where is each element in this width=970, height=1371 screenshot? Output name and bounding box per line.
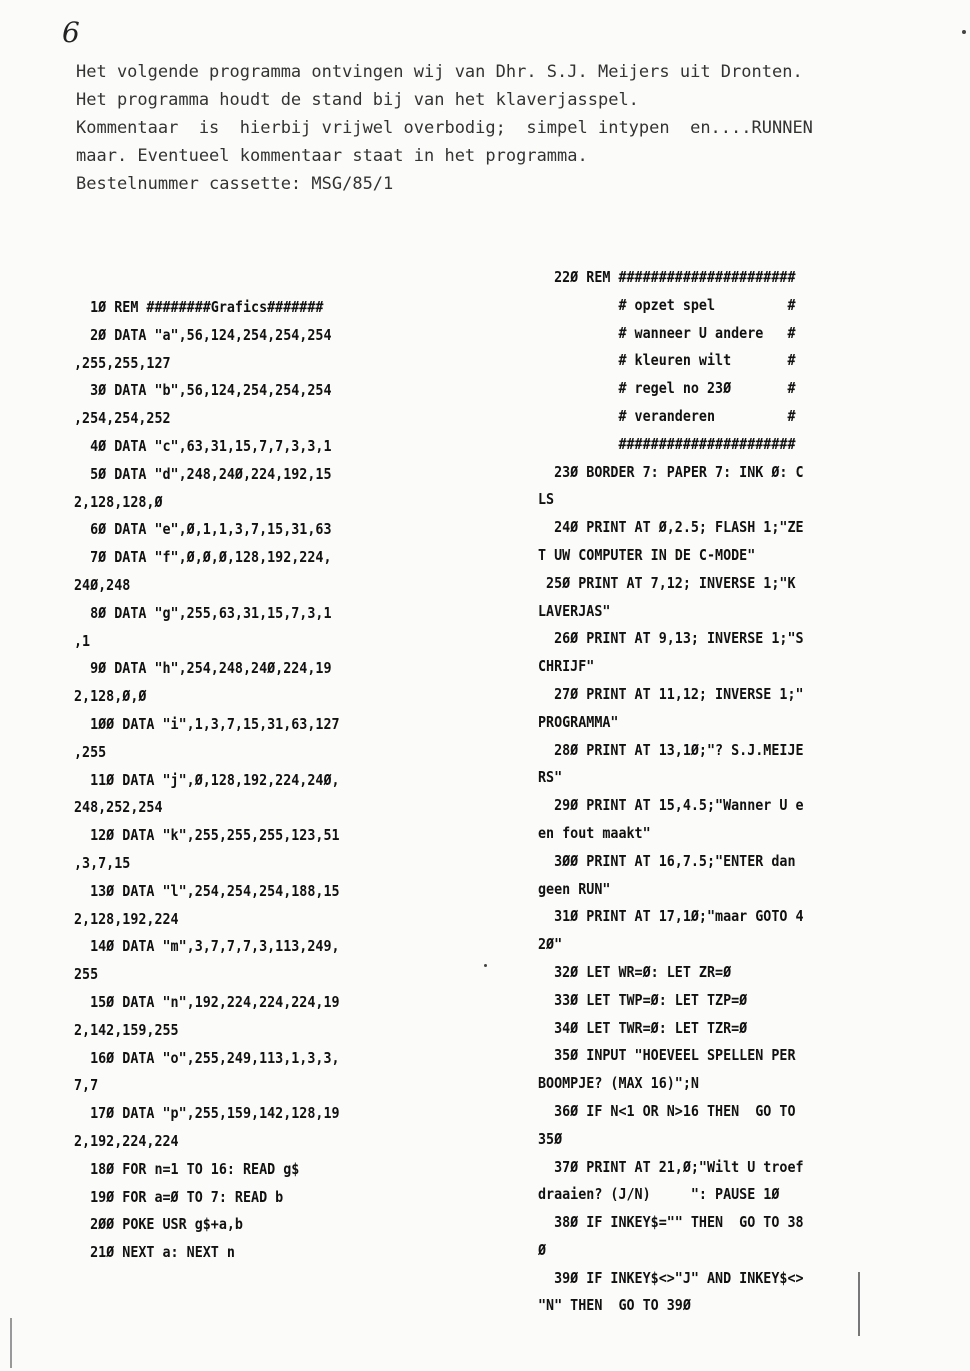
code-line: 34Ø LET TWR=Ø: LET TZR=Ø: [538, 1018, 748, 1037]
code-line: 3ØØ PRINT AT 16,7.5;"ENTER dan: [538, 851, 796, 870]
code-line: # wanneer U andere #: [538, 323, 796, 342]
code-listing-right: [538, 264, 804, 1320]
code-line: ######################: [538, 434, 796, 453]
code-line: # veranderen #: [538, 406, 796, 425]
code-line: draaien? (J/N) ": PAUSE 1Ø: [538, 1185, 780, 1204]
code-line: ,254,254,252: [74, 409, 171, 428]
code-line: 29Ø PRINT AT 15,4.5;"Wanner U e: [538, 796, 804, 815]
code-line: ,1: [74, 631, 91, 650]
code-line: "N" THEN GO TO 39Ø: [538, 1296, 691, 1315]
speck-mark: [962, 30, 966, 34]
code-line: 24Ø,248: [74, 575, 131, 594]
code-line: 27Ø PRINT AT 11,12; INVERSE 1;": [538, 684, 804, 703]
code-line: ,3,7,15: [74, 853, 131, 872]
code-line: 8Ø DATA "g",255,63,31,15,7,3,1: [74, 603, 332, 622]
code-line: 26Ø PRINT AT 9,13; INVERSE 1;"S: [538, 629, 804, 648]
intro-line: maar. Eventueel kommentaar staat in het programma.: [76, 146, 588, 166]
code-line: 16Ø DATA "o",255,249,113,1,3,3,: [74, 1048, 340, 1067]
code-line: 2,128,192,224: [74, 909, 179, 928]
code-line: 36Ø IF N<1 OR N>16 THEN GO TO: [538, 1101, 796, 1120]
code-line: 22Ø REM ######################: [538, 268, 796, 286]
code-line: T UW COMPUTER IN DE C-MODE": [538, 545, 756, 564]
code-line: 1ØØ DATA "i",1,3,7,15,31,63,127: [74, 714, 340, 733]
code-line: 17Ø DATA "p",255,159,142,128,19: [74, 1104, 340, 1123]
code-line: 21Ø NEXT a: NEXT n: [74, 1243, 235, 1262]
code-line: 28Ø PRINT AT 13,1Ø;"? S.J.MEIJE: [538, 740, 804, 759]
code-line: PROGRAMMA": [538, 712, 619, 731]
code-line: 7Ø DATA "f",Ø,Ø,Ø,128,192,224,: [74, 548, 332, 567]
code-line: 2,142,159,255: [74, 1020, 179, 1039]
intro-text: [76, 58, 956, 198]
code-line: BOOMPJE? (MAX 16)";N: [538, 1074, 699, 1093]
code-listing-left: [74, 294, 340, 1267]
code-line: 2,128,Ø,Ø: [74, 687, 147, 706]
code-line: 19Ø FOR a=Ø TO 7: READ b: [74, 1187, 284, 1206]
code-line: 4Ø DATA "c",63,31,15,7,7,3,3,1: [74, 436, 332, 455]
code-line: # regel no 23Ø #: [538, 379, 796, 398]
code-line: 2ØØ POKE USR g$+a,b: [74, 1215, 243, 1234]
code-line: 15Ø DATA "n",192,224,224,224,19: [74, 992, 340, 1011]
code-line: 24Ø PRINT AT Ø,2.5; FLASH 1;"ZE: [538, 518, 804, 537]
speck-mark: [484, 964, 487, 967]
code-line: 31Ø PRINT AT 17,1Ø;"maar GOTO 4: [538, 907, 804, 926]
code-line: 2,128,128,Ø: [74, 492, 163, 511]
code-line: 38Ø IF INKEY$="" THEN GO TO 38: [538, 1213, 804, 1232]
code-line: Ø: [538, 1240, 547, 1259]
code-line: 2Ø": [538, 935, 563, 954]
code-line: 18Ø FOR n=1 TO 16: READ g$: [74, 1159, 300, 1178]
code-line: 11Ø DATA "j",Ø,128,192,224,24Ø,: [74, 770, 340, 789]
code-line: LAVERJAS": [538, 601, 611, 620]
code-line: geen RUN": [538, 879, 611, 898]
code-line: 6Ø DATA "e",Ø,1,1,3,7,15,31,63: [74, 520, 332, 539]
code-line: LS: [538, 490, 555, 509]
code-line: 255: [74, 965, 99, 984]
code-line: 1Ø REM ########Grafics#######: [74, 298, 324, 316]
code-line: 37Ø PRINT AT 21,Ø;"Wilt U troef: [538, 1157, 804, 1176]
code-line: 32Ø LET WR=Ø: LET ZR=Ø: [538, 962, 732, 981]
code-line: CHRIJF": [538, 657, 595, 676]
code-line: 39Ø IF INKEY$<>"J" AND INKEY$<>: [538, 1268, 804, 1287]
code-line: 25Ø PRINT AT 7,12; INVERSE 1;"K: [538, 573, 796, 592]
code-line: 35Ø INPUT "HOEVEEL SPELLEN PER: [538, 1046, 796, 1065]
intro-line: Het volgende programma ontvingen wij van Dhr. S.J. Meijers uit Dronten.: [76, 62, 803, 82]
code-line: 9Ø DATA "h",254,248,24Ø,224,19: [74, 659, 332, 678]
code-line: 2Ø DATA "a",56,124,254,254,254: [74, 325, 332, 344]
code-line: 3Ø DATA "b",56,124,254,254,254: [74, 381, 332, 400]
code-line: 5Ø DATA "d",248,24Ø,224,192,15: [74, 464, 332, 483]
intro-line: Bestelnummer cassette: MSG/85/1: [76, 174, 394, 194]
code-line: ,255,255,127: [74, 353, 171, 372]
code-line: 35Ø: [538, 1129, 563, 1148]
intro-line: Kommentaar is hierbij vrijwel overbodig; simpel intypen en....RUNNEN: [76, 118, 813, 138]
code-line: RS": [538, 768, 563, 787]
code-line: 12Ø DATA "k",255,255,255,123,51: [74, 826, 340, 845]
code-line: 2,192,224,224: [74, 1131, 179, 1150]
code-line: # opzet spel #: [538, 295, 796, 314]
code-line: 23Ø BORDER 7: PAPER 7: INK Ø: C: [538, 462, 804, 481]
page-edge-mark: [858, 1272, 860, 1336]
code-line: 14Ø DATA "m",3,7,7,7,3,113,249,: [74, 937, 340, 956]
code-line: 7,7: [74, 1076, 99, 1095]
code-line: 33Ø LET TWP=Ø: LET TZP=Ø: [538, 990, 748, 1009]
page-edge-mark: [10, 1318, 12, 1368]
code-line: 13Ø DATA "l",254,254,254,188,15: [74, 881, 340, 900]
page-number: 6: [62, 16, 80, 49]
intro-line: Het programma houdt de stand bij van het klaverjasspel.: [76, 90, 639, 110]
code-line: en fout maakt": [538, 823, 651, 842]
code-line: ,255: [74, 742, 107, 761]
code-line: # kleuren wilt #: [538, 351, 796, 370]
code-line: 248,252,254: [74, 798, 163, 817]
